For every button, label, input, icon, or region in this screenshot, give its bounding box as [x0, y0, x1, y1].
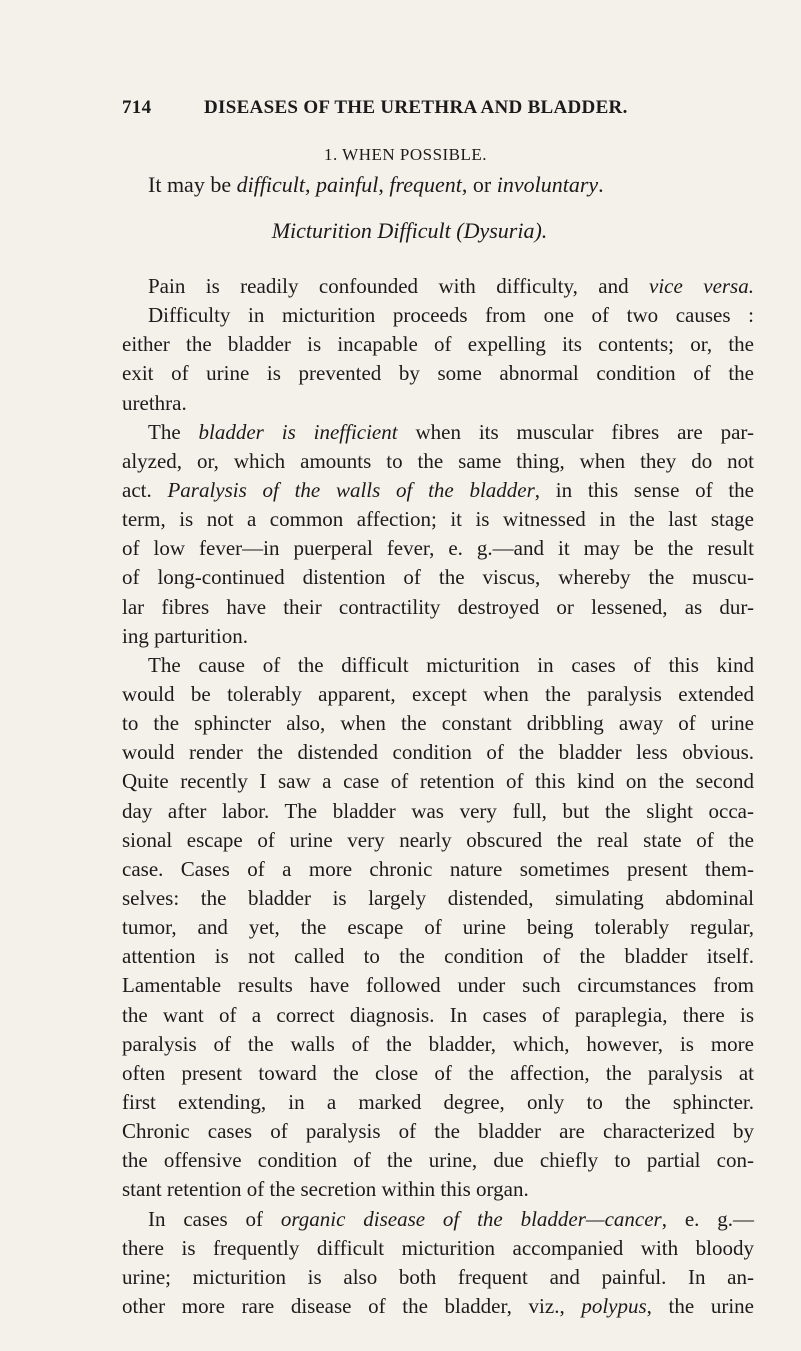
text-line [122, 1205, 754, 1234]
line-segment: , e. g.— [661, 1206, 754, 1231]
text-line: term, is not a common affection; it is witnessed in the last stage [122, 507, 754, 532]
text-line [122, 418, 754, 447]
line-italic: bladder is inefficient [198, 419, 398, 444]
line-italic: vice versa. [649, 274, 754, 298]
text-line: Quite recently I saw a case of retention of this kind on the second [122, 769, 754, 794]
line-italic: organic disease of the bladder—cancer [280, 1206, 662, 1231]
intro-sep: , [305, 172, 317, 197]
intro-lead: It may be [148, 172, 237, 197]
text-line: exit of urine is prevented by some abnormal condition of the [122, 361, 754, 386]
text-line: Chronic cases of paralysis of the bladder are characterized by [122, 1119, 754, 1144]
term-frequent: frequent [389, 172, 462, 197]
text-line: to the sphincter also, when the constant dribbling away of urine [122, 711, 754, 736]
text-line: first extending, in a marked degree, only to the sphincter. [122, 1089, 754, 1114]
section-heading [0, 145, 801, 165]
line-italic: Paralysis of the walls of the bladder [167, 477, 535, 502]
line-segment: , the urine [646, 1293, 754, 1318]
text-line [122, 476, 754, 505]
subheading-text: Micturition Difficult (Dysuria). [271, 218, 548, 243]
line-italic: polypus [581, 1293, 647, 1318]
text-line: sional escape of urine very nearly obscured the real state of the [122, 827, 754, 852]
text-line: of low fever—in puerperal fever, e. g.—and it may be the result [122, 536, 754, 561]
text-line: Lamentable results have followed under such circumstances from [122, 973, 754, 998]
line-segment: The [148, 419, 199, 444]
text-line: day after labor. The bladder was very full, but the slight occa- [122, 798, 754, 823]
body-text [122, 272, 754, 1321]
term-difficult: difficult [236, 172, 306, 197]
term-involuntary: involuntary [496, 172, 599, 197]
text-line: the offensive condition of the urine, due chiefly to partial con- [122, 1148, 754, 1173]
text-line: paralysis of the walls of the bladder, which, however, is more [122, 1031, 754, 1056]
text-line: there is frequently difficult micturition accompanied with bloody [122, 1235, 754, 1260]
line-segment: , in this sense of the [534, 477, 754, 502]
text-line: would render the distended condition of the bladder less obvious. [122, 740, 754, 765]
text-line: either the bladder is incapable of expelling its contents; or, the [122, 332, 754, 357]
intro-sep: , or [461, 172, 497, 197]
running-head [122, 97, 754, 121]
text-line [122, 272, 754, 301]
intro-sep: , [378, 172, 390, 197]
text-line: ing parturition. [122, 623, 248, 648]
text-line: case. Cases of a more chronic nature sometimes present them- [122, 856, 754, 881]
text-line: alyzed, or, which amounts to the same thing, when they do not [122, 448, 754, 473]
line-segment: other more rare disease of the bladder, viz., [122, 1293, 582, 1318]
text-line [122, 1292, 754, 1321]
subheading [0, 218, 801, 244]
text-line: Difficulty in micturition proceeds from one of two causes : [148, 303, 754, 328]
text-line: selves: the bladder is largely distended, simulating abdominal [122, 885, 754, 910]
intro-line [148, 170, 604, 200]
line-segment: when its muscular fibres are par- [397, 419, 754, 444]
running-title: DISEASES OF THE URETHRA AND BLADDER. [204, 97, 628, 118]
text-line: the want of a correct diagnosis. In cases of paraplegia, there is [122, 1002, 754, 1027]
text-line: of long-continued distention of the viscus, whereby the muscu- [122, 565, 754, 590]
page-number: 714 [122, 97, 152, 118]
line-segment: In cases of [148, 1206, 281, 1231]
text-line: often present toward the close of the affection, the paralysis at [122, 1060, 754, 1085]
text-line: urethra. [122, 390, 187, 415]
term-painful: painful [316, 172, 379, 197]
text-line: attention is not called to the condition of the bladder itself. [122, 944, 754, 969]
text-line: would be tolerably apparent, except when the paralysis extended [122, 681, 754, 706]
intro-end: . [598, 172, 604, 197]
line-segment: act. [122, 477, 168, 502]
text-line: tumor, and yet, the escape of urine being tolerably regular, [122, 915, 754, 940]
text-line: urine; micturition is also both frequent and painful. In an- [122, 1264, 754, 1289]
text-line: lar fibres have their contractility destroyed or lessened, as dur- [122, 594, 754, 619]
text-line: stant retention of the secretion within this organ. [122, 1177, 529, 1202]
line-segment: Pain is readily confounded with difficulty, and [148, 274, 650, 298]
section-heading-text: 1. WHEN POSSIBLE. [323, 145, 488, 164]
text-line: The cause of the difficult micturition in cases of this kind [148, 652, 754, 677]
